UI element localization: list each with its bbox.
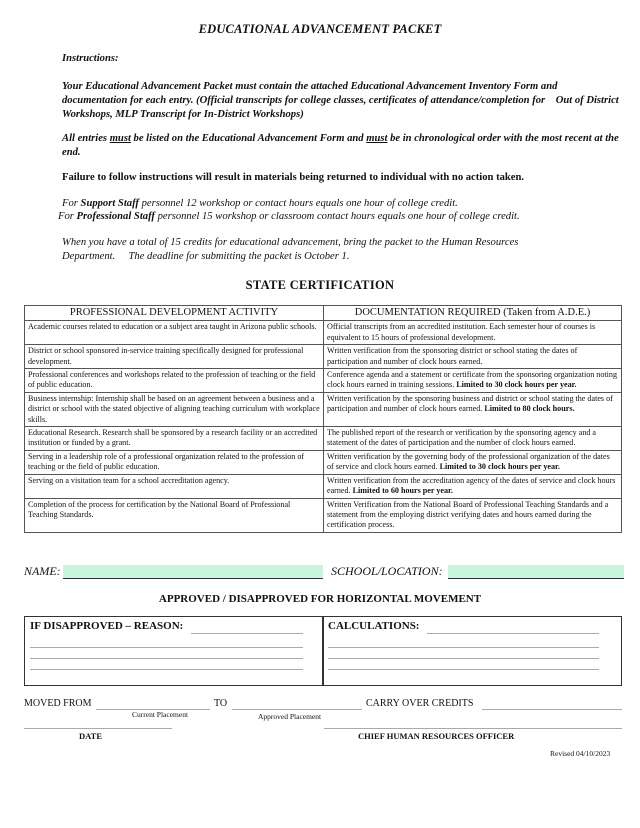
- school-field[interactable]: [448, 565, 624, 579]
- para2-text-c: be in chronological order with the most recent at the end.: [62, 133, 619, 158]
- activity-cell: Serving in a leadership role of a professional organization related to the profession of teaching or the field of public education.: [25, 450, 324, 474]
- para2-text-b: be listed on the Educational Advancement Form and: [130, 133, 367, 144]
- documentation-text: The published report of the research or verification by the sponsoring agency and a statement of the dates of participation and the number of clock hours earned.: [327, 428, 597, 448]
- reason-line-1[interactable]: [191, 633, 303, 634]
- documentation-text: Written verification by the governing body of the professional organization of the dates of service and clock hours earned.: [327, 451, 610, 472]
- revised-date: Revised 04/10/2023: [550, 749, 611, 758]
- activity-cell: Professional conferences and workshops related to the profession of teaching or the field of public education.: [25, 369, 324, 393]
- table-row: [25, 392, 622, 426]
- section-title: STATE CERTIFICATION: [245, 278, 395, 292]
- para2-must-2: must: [366, 133, 388, 144]
- para2-must-1: must: [109, 133, 131, 144]
- table-row: [25, 369, 622, 393]
- credits-a: When you have a total of 15 credits for educational advancement, bring the packet to the Human Resources Department.: [62, 237, 519, 262]
- documentation-text: Official transcripts from an accredited institution. Each semester hour of courses is equivalent to 15 hours of professional development.: [327, 322, 596, 342]
- documentation-text: Conference agenda and a statement or certificate from the sponsoring organization noting clock hours earned in training sessions.: [327, 370, 617, 390]
- header-documentation: DOCUMENTATION REQUIRED (Taken from A.D.E.): [324, 306, 622, 321]
- table-header-row: [25, 306, 622, 321]
- instructions-paragraph-1: [62, 80, 622, 122]
- documentation-cell: [324, 392, 622, 426]
- activity-cell: Academic courses related to education or a subject area taught in Arizona public schools.: [25, 321, 324, 345]
- calc-line-2[interactable]: [328, 647, 599, 648]
- limit-text: Limited to 80 clock hours.: [484, 404, 575, 414]
- disapproved-box: [24, 616, 324, 686]
- school-label: SCHOOL/LOCATION:: [331, 564, 443, 578]
- limit-text: Limited to 60 hours per year.: [352, 486, 453, 496]
- credits-note: [62, 236, 582, 264]
- para2-text-a: All entries: [62, 133, 110, 144]
- support-staff-note: [62, 197, 622, 211]
- reason-line-3[interactable]: [30, 658, 303, 659]
- reason-line-2[interactable]: [30, 647, 303, 648]
- calculations-label: CALCULATIONS:: [328, 620, 420, 632]
- credits-b: The deadline for submitting the packet is October 1.: [128, 251, 350, 262]
- documentation-cell: [324, 345, 622, 369]
- to-line[interactable]: [232, 709, 362, 710]
- approval-title: APPROVED / DISAPPROVED FOR HORIZONTAL MOVEMENT: [158, 593, 482, 605]
- prof-b: Professional Staff: [76, 211, 155, 222]
- professional-staff-note: [58, 210, 618, 224]
- activity-table: [24, 305, 622, 533]
- activity-cell: Educational Research. Research shall be sponsored by a research facility or an accredited institution or funded by a grant.: [25, 427, 324, 451]
- documentation-text: Written verification from the sponsoring district or school stating the dates of participation and number of clock hours earned.: [327, 346, 578, 366]
- reason-line-4[interactable]: [30, 669, 303, 670]
- calc-line-1[interactable]: [427, 633, 599, 634]
- document-title: EDUCATIONAL ADVANCEMENT PACKET: [198, 22, 442, 36]
- carry-over-line[interactable]: [482, 709, 622, 710]
- officer-signature-line[interactable]: [324, 728, 622, 729]
- limit-text: Limited to 30 clock hours per year.: [439, 462, 560, 472]
- documentation-text: Written Verification from the National Board of Professional Teaching Standards and a statement from the employing district verifying dates and hours earned during the certification process.: [327, 499, 609, 530]
- name-field[interactable]: [63, 565, 323, 579]
- prof-c: personnel 15 workshop or classroom contact hours equals one hour of college credit.: [154, 211, 520, 222]
- documentation-cell: [324, 474, 622, 498]
- header-activity: PROFESSIONAL DEVELOPMENT ACTIVITY: [25, 306, 324, 321]
- calculations-box: [322, 616, 622, 686]
- support-c: personnel 12 workshop or contact hours equals one hour of college credit.: [138, 198, 458, 209]
- documentation-cell: [324, 369, 622, 393]
- moved-from-label: MOVED FROM: [24, 698, 92, 709]
- calc-line-4[interactable]: [328, 669, 599, 670]
- table-row: [25, 474, 622, 498]
- table-row: [25, 450, 622, 474]
- support-b: Support Staff: [80, 198, 139, 209]
- instructions-heading: Instructions:: [62, 53, 119, 64]
- disapproved-label: IF DISAPPROVED – REASON:: [30, 620, 184, 632]
- date-label: DATE: [79, 731, 102, 741]
- activity-cell: Serving on a visitation team for a school accreditation agency.: [25, 474, 324, 498]
- current-placement-label: Current Placement: [132, 710, 189, 719]
- instructions-warning: Failure to follow instructions will result in materials being returned to individual with no action taken.: [62, 172, 525, 183]
- officer-label: CHIEF HUMAN RESOURCES OFFICER: [358, 731, 515, 741]
- support-a: For: [62, 198, 81, 209]
- para1-text-a: Your Educational Advancement Packet must contain the attached Educational Advancement Inventory Form and documentation for each entry. (Official transcripts for college classes, certificates of attendance/completion for: [62, 81, 558, 106]
- table-row: [25, 498, 622, 532]
- documentation-cell: [324, 427, 622, 451]
- documentation-cell: [324, 498, 622, 532]
- activity-cell: Business internship: Internship shall be based on an agreement between a business and a district or school with the stated objective of aligning teaching curriculum with workplace skills.: [25, 392, 324, 426]
- prof-a: For: [58, 211, 77, 222]
- activity-cell: District or school sponsored in-service training specifically designed for professional development.: [25, 345, 324, 369]
- table-row: [25, 321, 622, 345]
- table-row: [25, 345, 622, 369]
- approved-placement-label: Approved Placement: [258, 712, 322, 721]
- documentation-cell: [324, 321, 622, 345]
- activity-cell: Completion of the process for certification by the National Board of Professional Teaching Standards.: [25, 498, 324, 532]
- instructions-paragraph-2: [62, 132, 622, 160]
- documentation-text: Written verification by the sponsoring business and district or school stating the dates of participation and number of clock hours earned.: [327, 393, 613, 414]
- limit-text: Limited to 30 clock hours per year.: [456, 380, 577, 390]
- carry-over-label: CARRY OVER CREDITS: [366, 698, 474, 709]
- name-label: NAME:: [24, 564, 61, 578]
- table-row: [25, 427, 622, 451]
- documentation-cell: [324, 450, 622, 474]
- to-label: TO: [214, 698, 228, 709]
- date-line[interactable]: [24, 728, 172, 729]
- documentation-text: Written verification from the accreditation agency of the dates of service and clock hours earned.: [327, 475, 616, 496]
- calc-line-3[interactable]: [328, 658, 599, 659]
- para1-text-b: Out of District Workshops, MLP Transcript for In-District Workshops): [62, 95, 619, 120]
